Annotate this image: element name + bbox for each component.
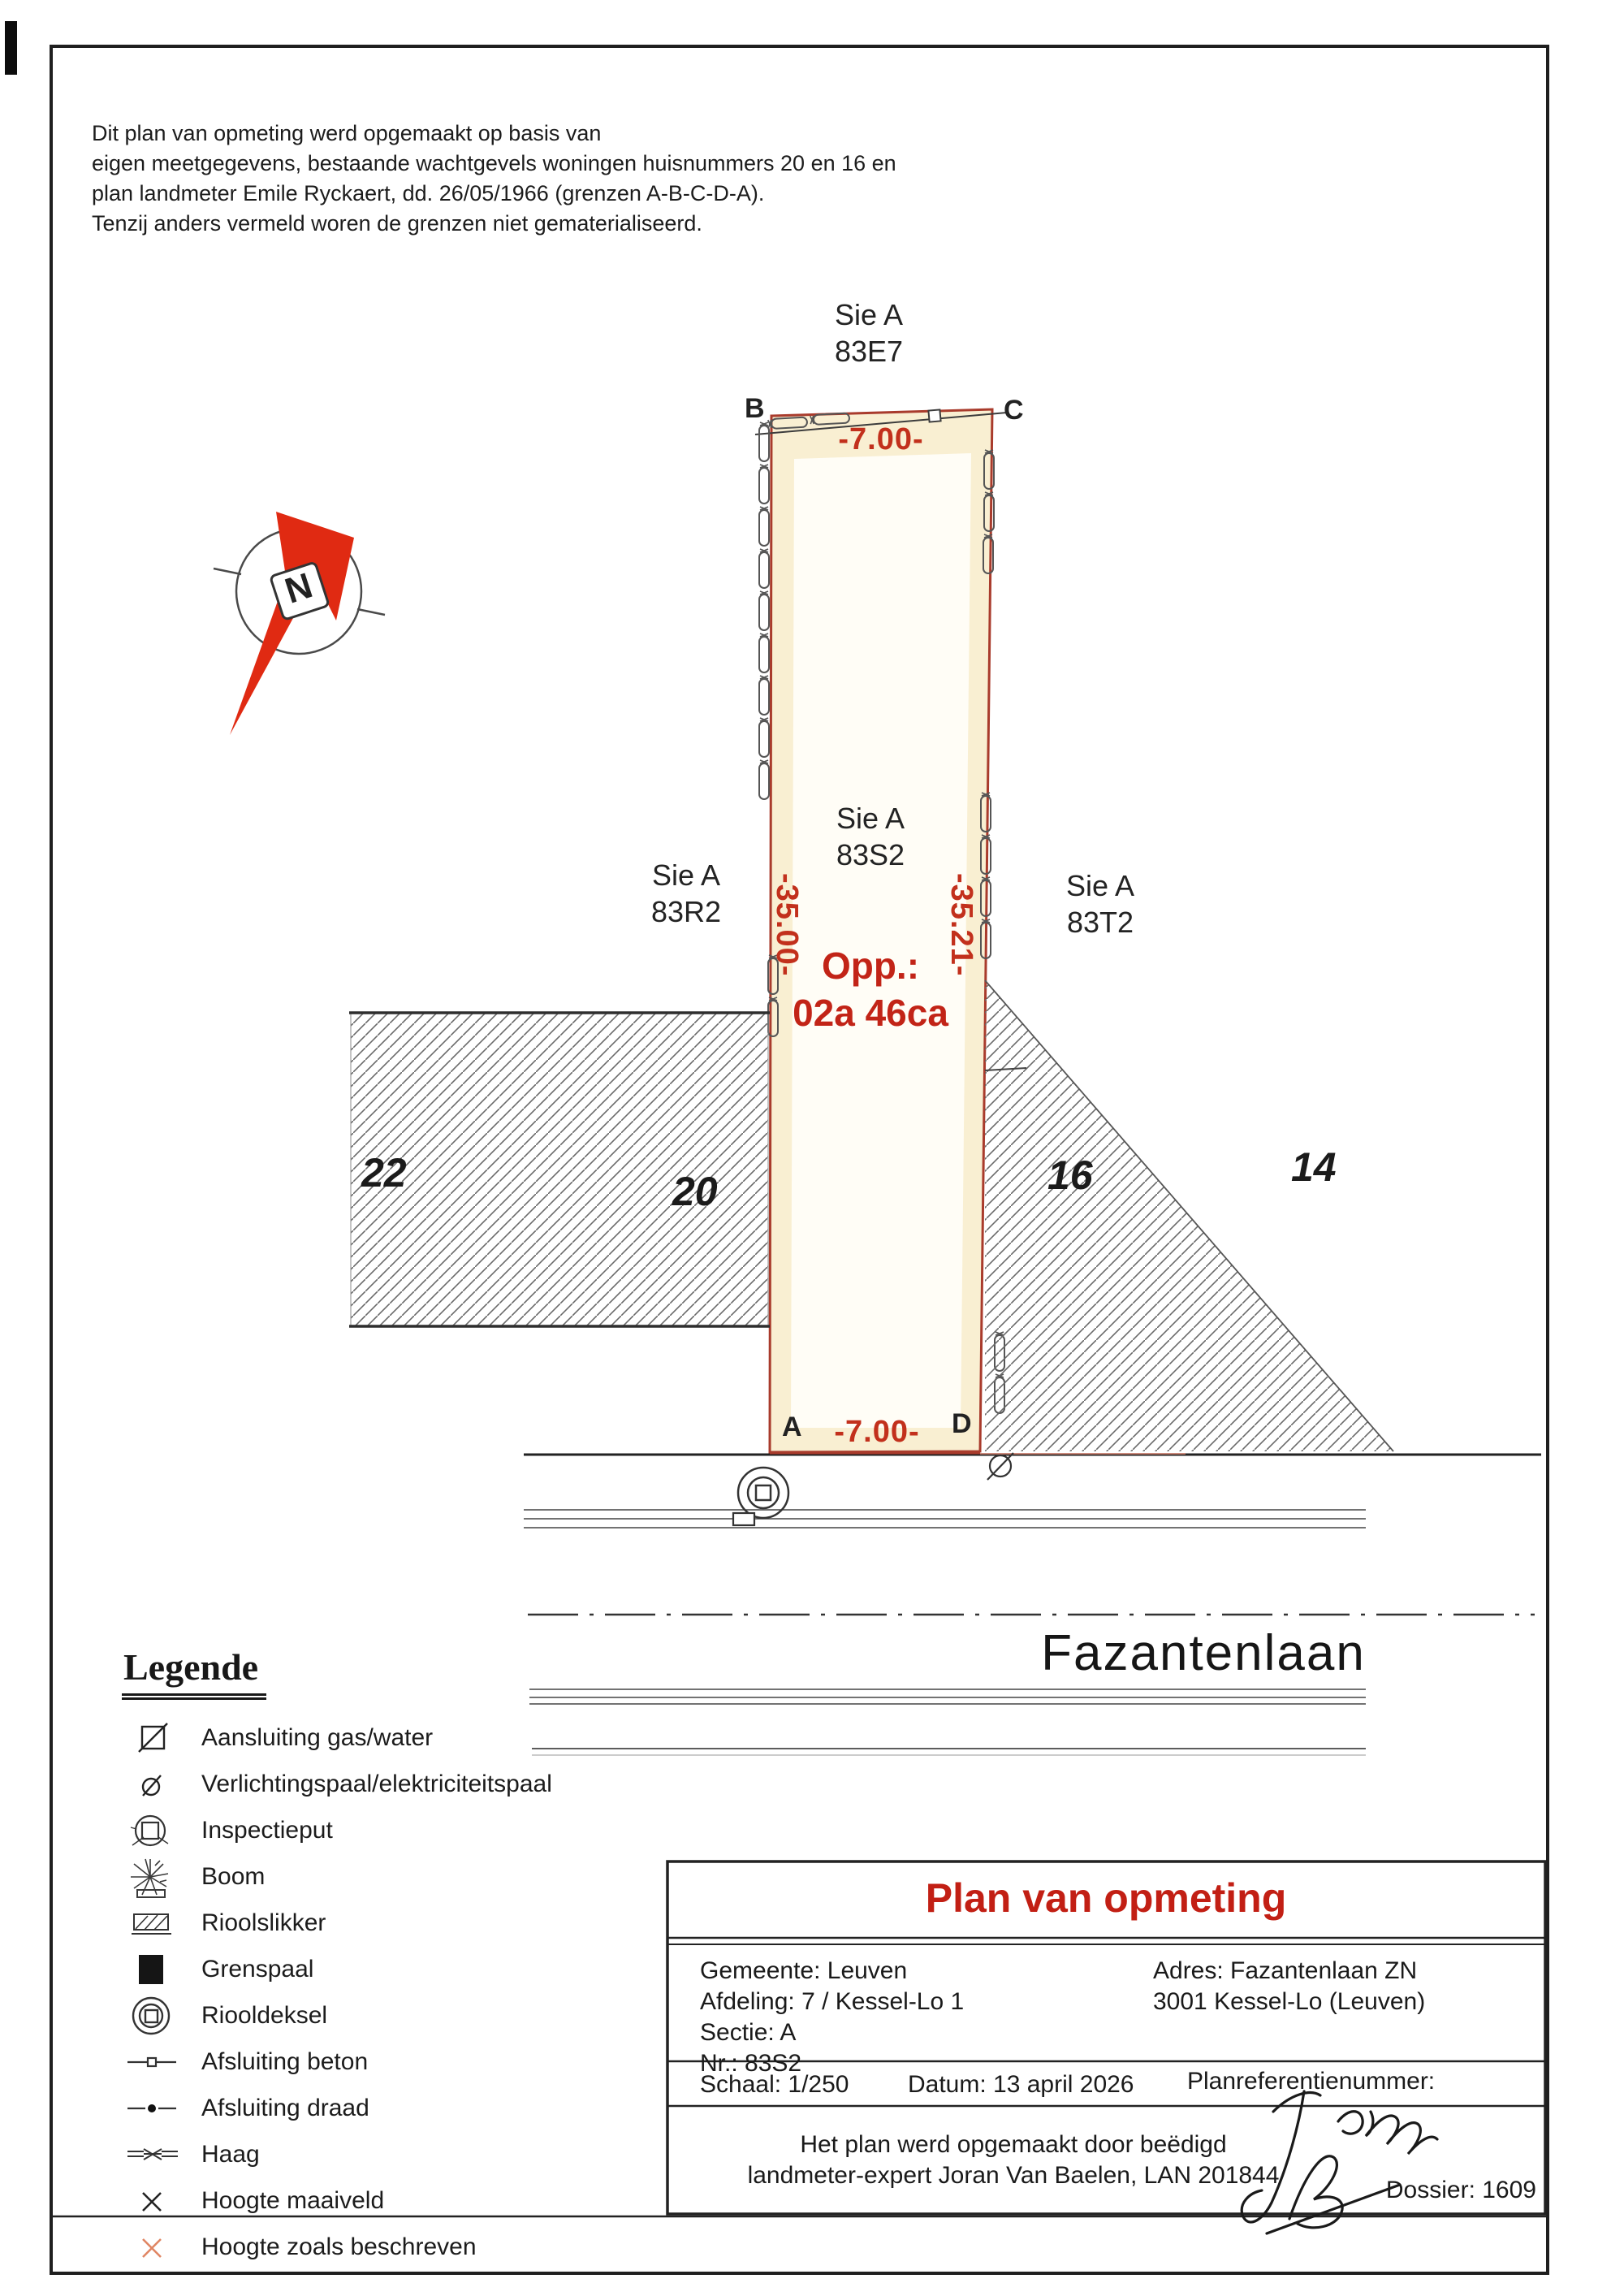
legend-title: Legende: [122, 1645, 266, 1700]
legend-item: [104, 2131, 607, 2177]
area-word: Opp.:: [821, 945, 920, 987]
dim-bottom: -7.00-: [834, 1415, 920, 1449]
inspection-pit-icon: [104, 1810, 201, 1852]
corner-b: B: [745, 393, 765, 424]
parcel-number: 83S2: [836, 838, 905, 871]
street-name: Fazantenlaan: [1041, 1625, 1366, 1681]
legend-item: [104, 2039, 607, 2085]
legend-label: Hoogte maaiveld: [201, 2186, 385, 2214]
nr-field: Nr.: 83S2: [700, 2050, 802, 2077]
statement-line: Het plan werd opgemaakt door beëdigd: [800, 2131, 1227, 2158]
manhole-icon: [104, 1995, 201, 2037]
parcel-label-83t2: [1066, 867, 1134, 940]
legend-item: [104, 1900, 607, 1946]
parcel-number: 83R2: [650, 895, 722, 928]
tree-icon: [104, 1856, 201, 1898]
parcel-label-83r2: [651, 857, 721, 930]
wire-fence-icon: [104, 2089, 201, 2128]
legend-item: [104, 2085, 607, 2131]
house-number-16: 16: [1047, 1152, 1093, 1198]
legend: [104, 1645, 607, 2270]
legend-label: Boom: [201, 1862, 266, 1890]
surveyor-statement: [748, 2130, 1280, 2191]
ground-height-icon: [104, 2181, 201, 2220]
parcel-section: Sie A: [836, 802, 905, 835]
parcel-number: 83T2: [1066, 906, 1134, 939]
area-label: [793, 942, 948, 1036]
address-info: [1153, 1956, 1425, 2017]
legend-label: Haag: [201, 2140, 260, 2168]
legend-item: [104, 1946, 607, 1992]
parcel-label-83s2: [836, 800, 905, 873]
house-number-20: 20: [672, 1169, 718, 1214]
legend-item: [104, 1807, 607, 1853]
legend-label: Aansluiting gas/water: [201, 1723, 434, 1751]
disclaimer-block: [92, 119, 952, 239]
adres-line: Adres: Fazantenlaan ZN: [1153, 1957, 1418, 1984]
legend-label: Verlichtingspaal/elektriciteitspaal: [201, 1770, 552, 1797]
planref-field: Planreferentienummer:: [1187, 2068, 1436, 2095]
plan-title: Plan van opmeting: [925, 1875, 1287, 1921]
north-arrow-icon: [214, 512, 385, 735]
gemeente-field: Gemeente: Leuven: [700, 1957, 908, 1984]
legend-label: Hoogte zoals beschreven: [201, 2233, 477, 2260]
house-number-14: 14: [1291, 1144, 1337, 1190]
legend-item: [104, 2177, 607, 2224]
legend-item: [104, 1761, 607, 1807]
parcel-section: Sie A: [651, 858, 721, 892]
statement-line: landmeter-expert Joran Van Baelen, LAN 201844: [747, 2162, 1280, 2189]
dossier-field: Dossier: 1609: [1385, 2177, 1536, 2203]
sectie-field: Sectie: A: [700, 2019, 797, 2046]
area-value: 02a 46ca: [793, 992, 948, 1034]
building-right: [985, 980, 1393, 1451]
legend-label: Afsluiting draad: [201, 2094, 369, 2121]
legend-label: Riooldeksel: [201, 2001, 328, 2029]
datum-field: Datum: 13 april 2026: [908, 2071, 1134, 2098]
gully-symbol: [733, 1513, 754, 1525]
disclaimer-line: eigen meetgegevens, bestaande wachtgevels woningen huisnummers 20 en 16 en: [92, 151, 896, 175]
legend-label: Rioolslikker: [201, 1909, 326, 1936]
street-lines: [524, 1453, 1541, 1755]
cadastral-info: [700, 1956, 964, 2079]
north-letter: N: [280, 565, 317, 612]
house-number-22: 22: [361, 1150, 407, 1196]
corner-d: D: [952, 1408, 972, 1439]
legend-item: [104, 1714, 607, 1761]
parcel-section: Sie A: [834, 298, 904, 331]
parcel-section: Sie A: [1065, 869, 1135, 902]
parcel-number: 83E7: [834, 335, 904, 368]
dim-right: -35.21-: [944, 873, 978, 977]
boundary-post-icon: [104, 1950, 201, 1989]
dim-left: -35.00-: [770, 873, 804, 977]
legend-item: [104, 2224, 607, 2270]
corner-a: A: [782, 1412, 802, 1442]
gully-icon: [104, 1904, 201, 1943]
disclaimer-line: Tenzij anders vermeld woren de grenzen niet gematerialiseerd.: [92, 211, 702, 236]
corner-c: C: [1004, 395, 1024, 426]
dim-top: -7.00-: [838, 422, 924, 456]
disclaimer-line: plan landmeter Emile Ryckaert, dd. 26/05/1966 (grenzen A-B-C-D-A).: [92, 181, 765, 205]
adres-line: 3001 Kessel-Lo (Leuven): [1153, 1988, 1426, 2015]
disclaimer-line: Dit plan van opmeting werd opgemaakt op basis van: [92, 121, 602, 145]
scan-artifact: [5, 21, 17, 75]
described-height-icon: [104, 2228, 201, 2267]
afdeling-field: Afdeling: 7 / Kessel-Lo 1: [700, 1988, 965, 2015]
gas-water-icon: [104, 1719, 201, 1758]
hedge-icon: [104, 2135, 201, 2174]
parcel-label-83e7: [835, 296, 903, 370]
schaal-field: Schaal: 1/250: [700, 2071, 849, 2098]
legend-label: Grenspaal: [201, 1955, 314, 1983]
lamppost-icon: [104, 1765, 201, 1804]
legend-label: Afsluiting beton: [201, 2047, 369, 2075]
lamppost-symbol: [987, 1453, 1013, 1480]
legend-item: [104, 1853, 607, 1900]
concrete-fence-icon: [104, 2043, 201, 2082]
legend-label: Inspectieput: [201, 1816, 333, 1844]
legend-item: [104, 1992, 607, 2039]
